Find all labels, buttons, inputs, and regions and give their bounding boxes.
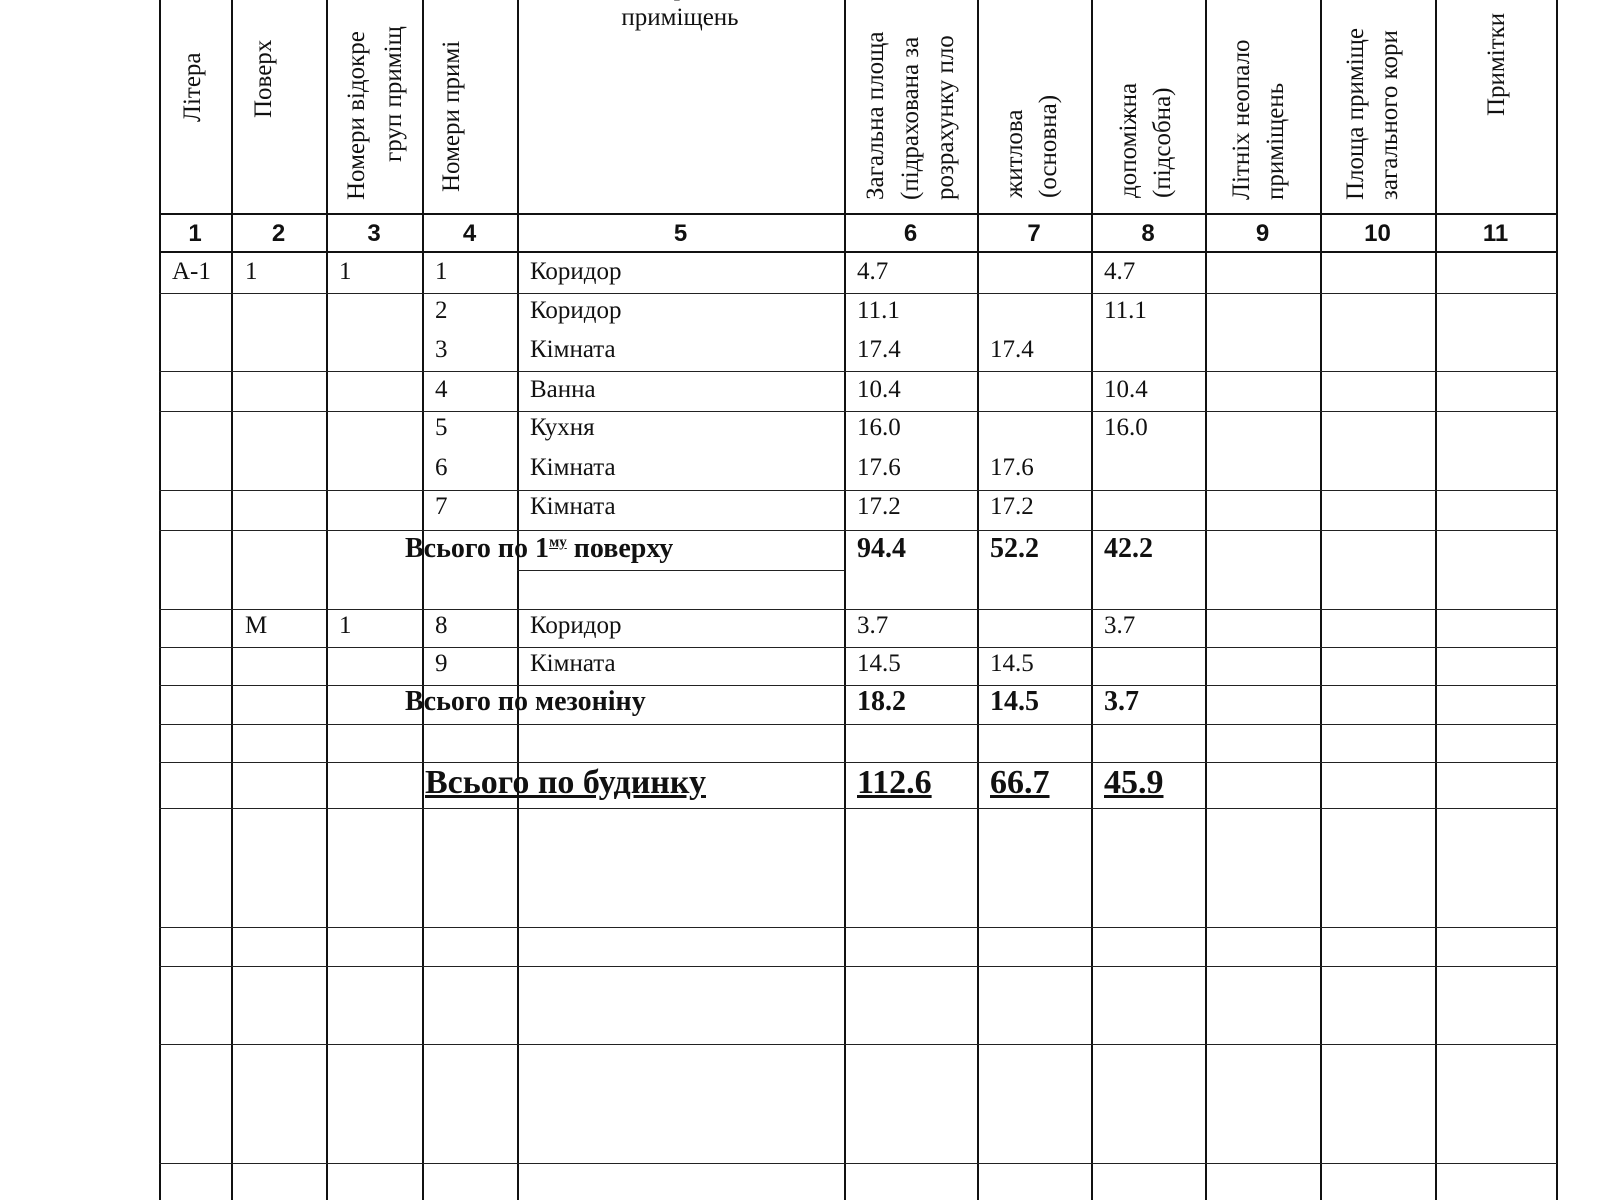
grid-hline xyxy=(159,724,1557,725)
header-living-area-2: (основна) xyxy=(1035,94,1062,198)
cell-room-name: Кімната xyxy=(530,650,616,677)
grid-hline xyxy=(159,762,1557,763)
cell-aux-area: 16.0 xyxy=(1104,414,1148,441)
grid-vline xyxy=(1091,0,1093,1200)
column-number: 6 xyxy=(903,220,918,247)
header-total-area-3: розрахунку пло xyxy=(932,35,959,200)
header-room-name-partial xyxy=(516,0,844,2)
grid-hline xyxy=(159,1163,1557,1164)
grid-vline xyxy=(1435,0,1437,1200)
grid-hline xyxy=(159,213,1557,215)
header-group-numbers: Номери відокре xyxy=(343,31,370,200)
cell-living-area: 17.2 xyxy=(990,493,1034,520)
cell-aux-area: 4.7 xyxy=(1104,258,1136,285)
subtotal-mezzanine-total: 18.2 xyxy=(857,686,906,717)
cell-room-number: 8 xyxy=(435,612,448,639)
subtotal-mezzanine-aux: 3.7 xyxy=(1104,686,1139,717)
cell-floor: М xyxy=(245,612,268,639)
grid-hline xyxy=(159,927,1557,928)
cell-living-area: 17.4 xyxy=(990,336,1034,363)
cell-group: 1 xyxy=(339,258,352,285)
column-number: 1 xyxy=(188,220,202,247)
grid-hline xyxy=(159,371,1557,372)
header-unheated: Літніх неопало xyxy=(1228,39,1255,200)
cell-total-area: 17.2 xyxy=(857,493,901,520)
cell-aux-area: 11.1 xyxy=(1104,297,1147,324)
cell-room-number: 1 xyxy=(435,258,448,285)
cell-room-name: Кімната xyxy=(530,454,616,481)
grid-vline xyxy=(1320,0,1322,1200)
grid-vline xyxy=(326,0,328,1200)
cell-total-area: 17.6 xyxy=(857,454,901,481)
cell-aux-area: 3.7 xyxy=(1104,612,1136,639)
cell-total-area: 11.1 xyxy=(857,297,900,324)
grid-hline xyxy=(159,293,1557,294)
cell-total-area: 4.7 xyxy=(857,258,889,285)
cell-room-name: Коридор xyxy=(530,297,622,324)
grid-vline xyxy=(844,0,846,1200)
grid-hline xyxy=(159,808,1557,809)
grid-hline xyxy=(159,1044,1557,1045)
cell-room-name: Коридор xyxy=(530,612,622,639)
cell-room-name: Кімната xyxy=(530,493,616,520)
grand-total-total: 112.6 xyxy=(857,764,932,801)
column-number: 3 xyxy=(367,220,381,247)
grid-vline xyxy=(231,0,233,1200)
grid-hline xyxy=(517,570,844,571)
subtotal-floor1-total: 94.4 xyxy=(857,533,906,564)
cell-aux-area: 10.4 xyxy=(1104,376,1148,403)
cell-total-area: 14.5 xyxy=(857,650,901,677)
header-litera: Літера xyxy=(179,52,206,122)
header-room-name: приміщень xyxy=(621,4,739,31)
column-number: 7 xyxy=(1027,220,1041,247)
header-aux-area: допоміжна xyxy=(1115,82,1142,198)
cell-room-name: Ванна xyxy=(530,376,596,403)
cell-living-area: 17.6 xyxy=(990,454,1034,481)
grid-vline xyxy=(159,0,161,1200)
cell-living-area: 14.5 xyxy=(990,650,1034,677)
grid-vline xyxy=(422,0,424,1200)
grid-hline xyxy=(159,530,1557,531)
grid-vline xyxy=(517,0,519,1200)
grid-vline xyxy=(1556,0,1558,1200)
grand-total-aux: 45.9 xyxy=(1104,764,1164,801)
cell-room-name: Кімната xyxy=(530,336,616,363)
header-unheated-2: приміщень xyxy=(1262,82,1289,200)
header-living-area: житлова xyxy=(1001,109,1028,198)
cell-room-name: Кухня xyxy=(530,414,595,441)
cell-room-number: 9 xyxy=(435,650,448,677)
column-number: 8 xyxy=(1141,220,1155,247)
header-group-numbers-2: груп приміщ xyxy=(380,26,407,162)
column-number: 5 xyxy=(673,220,688,247)
column-number: 10 xyxy=(1364,220,1391,247)
header-floor: Поверх xyxy=(250,39,277,118)
cell-room-number: 3 xyxy=(435,336,448,363)
grid-vline xyxy=(1205,0,1207,1200)
cell-room-number: 5 xyxy=(435,414,448,441)
subtotal-mezzanine-label: Всього по мезоніну xyxy=(405,686,646,717)
header-notes: Примітки xyxy=(1483,12,1510,116)
grid-hline xyxy=(159,411,1557,412)
cell-room-name: Коридор xyxy=(530,258,622,285)
grid-hline xyxy=(159,647,1557,648)
cell-total-area: 16.0 xyxy=(857,414,901,441)
column-number: 9 xyxy=(1255,220,1270,247)
subtotal-floor1-aux: 42.2 xyxy=(1104,533,1153,564)
cell-total-area: 3.7 xyxy=(857,612,889,639)
header-total-area: Загальна площа xyxy=(862,31,889,200)
subtotal-floor1-label: Всього по $1^{му}$ поверху xyxy=(405,533,674,564)
cell-room-number: 2 xyxy=(435,297,448,324)
cell-litera: А-1 xyxy=(172,258,211,285)
subtotal-mezzanine-living: 14.5 xyxy=(990,686,1039,717)
grid-hline xyxy=(159,609,1557,610)
grand-total-label: Всього по будинку xyxy=(425,764,706,801)
header-aux-area-2: (підсобна) xyxy=(1149,87,1176,198)
column-number: 11 xyxy=(1482,220,1509,247)
header-room-numbers: Номери примі xyxy=(438,40,465,192)
column-number: 2 xyxy=(271,220,286,247)
grid-vline xyxy=(977,0,979,1200)
grid-hline xyxy=(159,490,1557,491)
subtotal-floor1-living: 52.2 xyxy=(990,533,1039,564)
cell-room-number: 4 xyxy=(435,376,448,403)
cell-floor: 1 xyxy=(245,258,258,285)
cell-group: 1 xyxy=(339,612,352,639)
grid-hline xyxy=(159,966,1557,967)
grand-total-living: 66.7 xyxy=(990,764,1050,801)
cell-total-area: 17.4 xyxy=(857,336,901,363)
header-common-area: Площа приміще xyxy=(1342,28,1369,200)
cell-total-area: 10.4 xyxy=(857,376,901,403)
cell-room-number: 6 xyxy=(435,454,448,481)
column-number: 4 xyxy=(462,220,477,247)
cell-room-number: 7 xyxy=(435,493,448,520)
header-common-area-2: загального кори xyxy=(1376,30,1403,200)
header-total-area-2: (підрахована за xyxy=(897,36,924,200)
